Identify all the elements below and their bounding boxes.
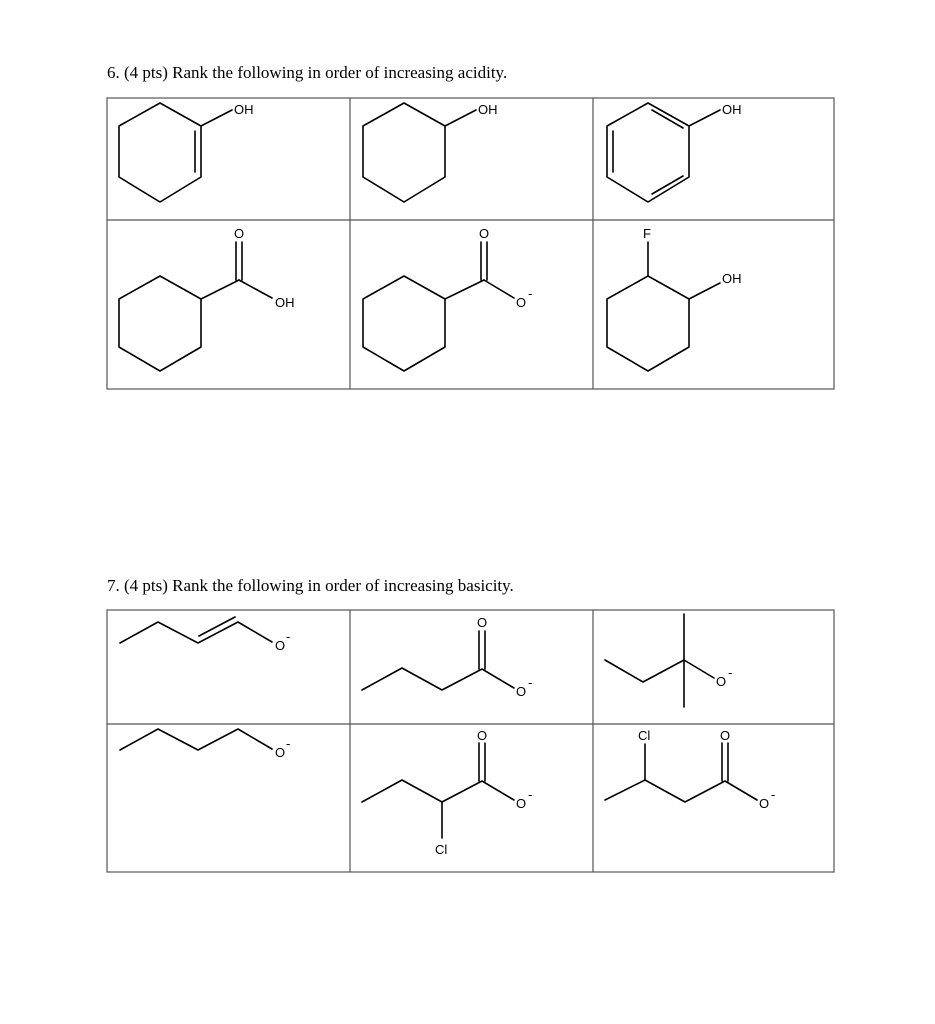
molecule-butenolate (120, 617, 290, 653)
label-oh: OH (234, 102, 254, 117)
molecule-fluorocyclohexanol (607, 226, 742, 371)
question-7-title: 7. (4 pts) Rank the following in order of increasing basicity. (107, 576, 514, 595)
molecule-chlorobutanoate-2 (362, 728, 532, 857)
label-oh: OH (722, 271, 742, 286)
molecule-cyclohexanecarboxylic-acid (119, 226, 295, 371)
label-negative-charge: - (771, 787, 776, 802)
label-oh: OH (275, 295, 295, 310)
question-6-table (107, 98, 834, 389)
label-cl: Cl (435, 842, 448, 857)
label-f: F (643, 226, 651, 241)
label-negative-charge: - (528, 286, 533, 301)
label-oxide-o: O (759, 796, 770, 811)
molecule-butanolate (120, 729, 290, 760)
label-negative-charge: - (286, 629, 291, 644)
label-oxide-o: O (275, 638, 286, 653)
label-oxide-o: O (516, 796, 527, 811)
question-6-title: 6. (4 pts) Rank the following in order of increasing acidity. (107, 63, 508, 82)
label-oxide-o: O (516, 684, 527, 699)
label-oxide-o: O (716, 674, 727, 689)
label-carbonyl-o: O (477, 728, 488, 743)
molecule-tert-alkoxide (605, 614, 732, 707)
label-carbonyl-o: O (720, 728, 731, 743)
label-carbonyl-o: O (234, 226, 245, 241)
molecule-cyclohexenol (119, 102, 254, 202)
label-oxide-o: O (516, 295, 527, 310)
label-negative-charge: - (528, 787, 533, 802)
molecule-chlorobutanoate-3 (605, 728, 775, 811)
label-negative-charge: - (528, 675, 533, 690)
label-negative-charge: - (728, 665, 733, 680)
molecule-cyclohexanecarboxylate (363, 226, 532, 371)
label-oh: OH (478, 102, 498, 117)
label-negative-charge: - (286, 736, 291, 751)
molecule-phenol (607, 102, 742, 202)
molecule-butanoate (362, 615, 532, 699)
molecule-cyclohexanol (363, 102, 498, 202)
label-carbonyl-o: O (479, 226, 490, 241)
label-carbonyl-o: O (477, 615, 488, 630)
label-oxide-o: O (275, 745, 286, 760)
label-oh: OH (722, 102, 742, 117)
label-cl: Cl (638, 728, 651, 743)
